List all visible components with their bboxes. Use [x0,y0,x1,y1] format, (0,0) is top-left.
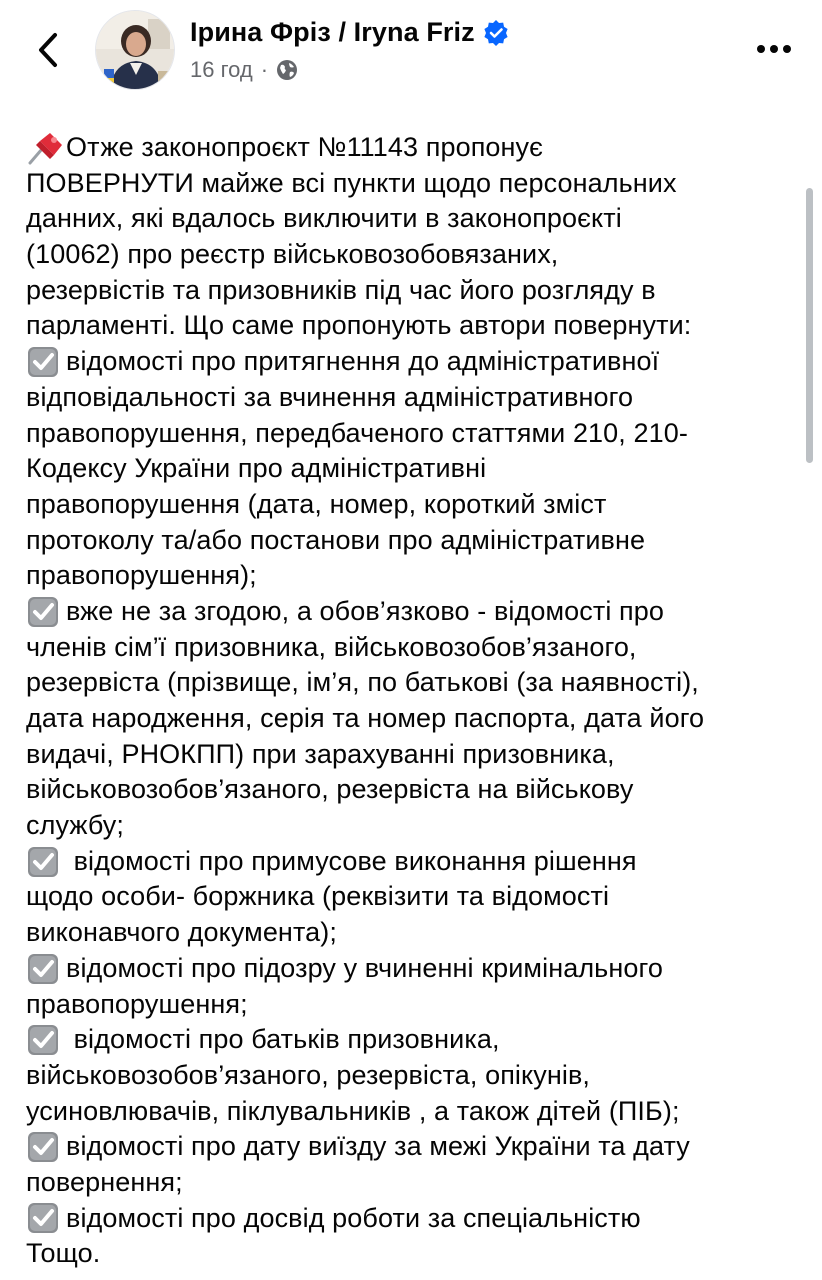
post-line: резервіста (прізвище, ім’я, по батькові (за наявності), [26,667,699,698]
check-mark-button-icon [26,847,62,877]
post-line: відомості про дату виїзду за межі України та дату [26,1129,802,1165]
post-line: військовозобов’язаного, резервіста, опікунів, [26,1059,590,1090]
post-line: данних, які вдалось виключити в законопроєкті [26,203,622,234]
post-line: видачі, РНОКПП) при зарахуванні призовника, [26,738,615,769]
more-horizontal-icon [756,44,792,54]
post-line: вже не за згодою, а обов’язково - відомості про [26,594,802,630]
check-mark-button-icon [26,954,62,984]
post-line: Отже законопроєкт №11143 пропонує [26,130,802,166]
scrollbar[interactable] [806,188,813,463]
globe-icon [276,59,298,81]
post-line: ПОВЕРНУТИ майже всі пункти щодо персональних [26,167,677,198]
post-line: (10062) про реєстр військовозобовязаних, [26,239,559,270]
post-line: відомості про примусове виконання рішення [26,844,802,880]
post-line: правопорушення (дата, номер, короткий зміст [26,488,607,519]
post-line: відомості про притягнення до адміністративної [26,344,802,380]
author-row [190,17,509,48]
post-line: правопорушення; [26,988,248,1019]
post-line: повернення; [26,1166,183,1197]
post-text [26,130,802,1272]
post-line: відомості про підозру у вчиненні кримінального [26,951,802,987]
chevron-left-icon [37,32,59,68]
post-line: відомості про батьків призовника, [26,1022,802,1058]
post-line: правопорушення); [26,560,257,591]
post-line: службу; [26,810,124,841]
more-options-button[interactable] [754,34,794,64]
check-mark-button-icon [26,1132,62,1162]
check-mark-button-icon [26,1203,62,1233]
post-line: щодо особи- боржника (реквізити та відомості [26,881,610,912]
avatar[interactable] [95,10,175,90]
post-line: парламенті. Що саме пропонують автори повернути: [26,310,692,341]
post-header [0,0,822,104]
post-line: протоколу та/або постанови про адміністративне [26,524,646,555]
post-line: Кодексу України про адміністративні [26,453,487,484]
check-mark-button-icon [26,1025,62,1055]
author-name[interactable]: Ірина Фріз / Iryna Friz [190,17,475,47]
post-line: Тощо. [26,1238,101,1269]
post-line: правопорушення, передбаченого статтями 210, 210- [26,417,688,448]
post-line: відомості про досвід роботи за спеціальністю [26,1201,802,1237]
post-line: дата народження, серія та номер паспорта, дата його [26,703,705,733]
post-timestamp[interactable]: 16 год [190,57,253,82]
verified-badge-icon [483,20,509,46]
post-line: військовозобов’язаного, резервіста на військову [26,774,634,805]
post-line: виконавчого документа); [26,917,337,948]
post-line: усиновлювачів, піклувальників , а також дітей (ПІБ); [26,1095,680,1126]
meta-separator: · [260,57,269,82]
post-line: відповідальності за вчинення адміністративного [26,381,634,412]
check-mark-button-icon [26,347,62,377]
post-line: резервістів та призовників під час його розгляду в [26,274,656,305]
back-button[interactable] [30,28,66,72]
post-meta [190,57,298,83]
post-line: членів сім’ї призовника, військовозобов’язаного, [26,631,637,662]
check-mark-button-icon [26,597,62,627]
pushpin-icon [26,131,64,165]
